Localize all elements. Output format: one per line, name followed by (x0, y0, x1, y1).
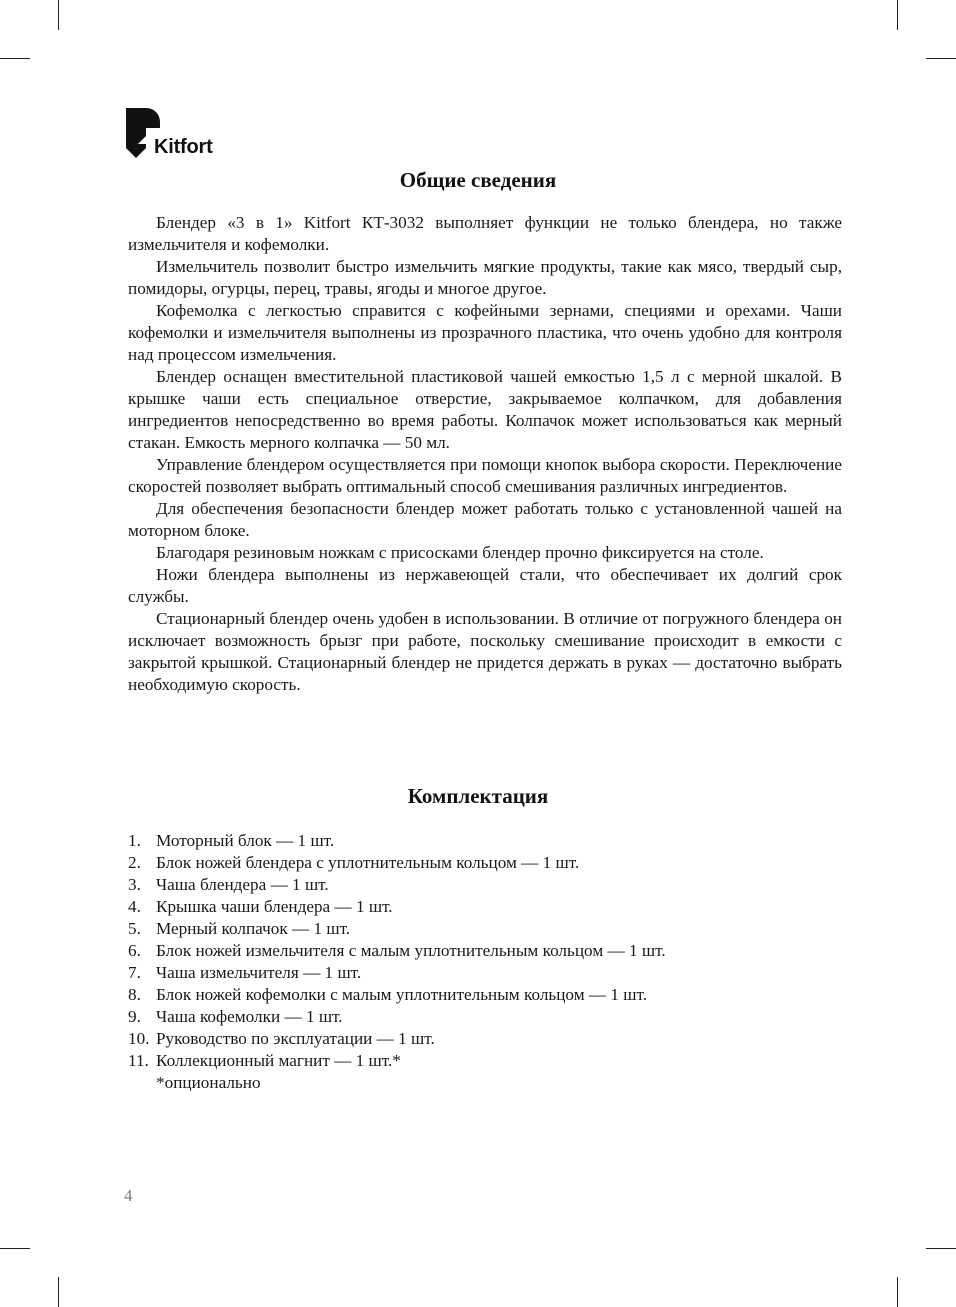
item-text: Крышка чаши блендера — 1 шт. (156, 897, 393, 916)
kit-contents-list (128, 830, 842, 1072)
item-number: 7. (128, 963, 141, 982)
item-number: 8. (128, 985, 141, 1004)
item-text: Моторный блок — 1 шт. (156, 831, 335, 850)
paragraph: Для обеспечения безопасности блендер может работать только с установленной чашей на моторном блоке. (128, 499, 842, 540)
item-number: 11. (128, 1051, 149, 1070)
list-item (128, 1028, 842, 1050)
item-number: 6. (128, 941, 141, 960)
item-number: 3. (128, 875, 141, 894)
item-text: Чаша кофемолки — 1 шт. (156, 1007, 343, 1026)
general-info-text (128, 212, 842, 696)
section-title-kit: Комплектация (407, 784, 549, 808)
paragraph: Измельчитель позволит быстро измельчить мягкие продукты, такие как мясо, твердый сыр, помидоры, огурцы, перец, травы, ягоды и многое другое. (128, 257, 842, 298)
item-text: Чаша блендера — 1 шт. (156, 875, 329, 894)
paragraph: Блендер «3 в 1» Kitfort КТ-3032 выполняет функции не только блендера, но также измельчителя и кофемолки. (128, 213, 842, 254)
item-text: Блок ножей блендера с уплотнительным кольцом — 1 шт. (156, 853, 580, 872)
list-item (128, 918, 842, 940)
item-text: Блок ножей измельчителя с малым уплотнительным кольцом — 1 шт. (156, 941, 666, 960)
item-number: 9. (128, 1007, 141, 1026)
crop-mark-bottom-left (0, 1248, 30, 1249)
item-text: Коллекционный магнит — 1 шт.* (156, 1051, 401, 1070)
paragraph: Благодаря резиновым ножкам с присосками блендер прочно фиксируется на столе. (156, 543, 764, 562)
item-number: 2. (128, 853, 141, 872)
item-number: 10. (128, 1029, 150, 1048)
list-item (128, 984, 842, 1006)
list-item (128, 874, 842, 896)
crop-mark-bottom-left (58, 1277, 59, 1307)
crop-mark-bottom-right (897, 1277, 898, 1307)
crop-mark-top-left (0, 58, 30, 59)
item-text: Чаша измельчителя — 1 шт. (156, 963, 362, 982)
crop-mark-top-left (58, 0, 59, 30)
paragraph: Блендер оснащен вместительной пластиковой чашей емкостью 1,5 л с мерной шкалой. В крышке чаши есть специальное отверстие, закрываемое колпачком, для добавления ингредиентов непосредственно во время работы. Колпачок может использоваться как мерный стакан. Емкость мерного колпачка — 50 мл. (128, 367, 842, 452)
paragraph: Управление блендером осуществляется при помощи кнопок выбора скорости. Переключение скоростей позволяет выбрать оптимальный способ смешивания различных ингредиентов. (128, 455, 842, 496)
list-item (128, 1006, 842, 1028)
list-item (128, 1050, 842, 1072)
paragraph: Стационарный блендер очень удобен в использовании. В отличие от погружного блендера он исключает возможность брызг при работе, поскольку смешивание происходит в емкости с закрытой крышкой. Стационарный блендер не придется держать в руках — достаточно выбрать необходимую скорость. (128, 609, 842, 694)
item-text: Мерный колпачок — 1 шт. (156, 919, 351, 938)
item-number: 4. (128, 897, 141, 916)
footnote: *опционально (156, 1073, 261, 1092)
crop-mark-top-right (926, 58, 956, 59)
brand-logo (126, 108, 226, 158)
list-item (128, 830, 842, 852)
list-item (128, 852, 842, 874)
item-text: Блок ножей кофемолки с малым уплотнительным кольцом — 1 шт. (156, 985, 647, 1004)
crop-mark-bottom-right (926, 1248, 956, 1249)
crop-mark-top-right (897, 0, 898, 30)
list-item (128, 940, 842, 962)
item-number: 5. (128, 919, 141, 938)
brand-name: Kitfort (154, 136, 213, 158)
paragraph: Ножи блендера выполнены из нержавеющей стали, что обеспечивает их долгий срок службы. (128, 565, 842, 606)
paragraph: Кофемолка с легкостью справится с кофейными зернами, специями и орехами. Чаши кофемолки и измельчителя выполнены из прозрачного пластика, что очень удобно для контроля над процессом измельчения. (128, 301, 842, 364)
section-title-general: Общие сведения (399, 168, 557, 192)
item-text: Руководство по эксплуатации — 1 шт. (156, 1029, 435, 1048)
page-number: 4 (124, 1186, 133, 1205)
list-item (128, 962, 842, 984)
item-number: 1. (128, 831, 141, 850)
list-item (128, 896, 842, 918)
